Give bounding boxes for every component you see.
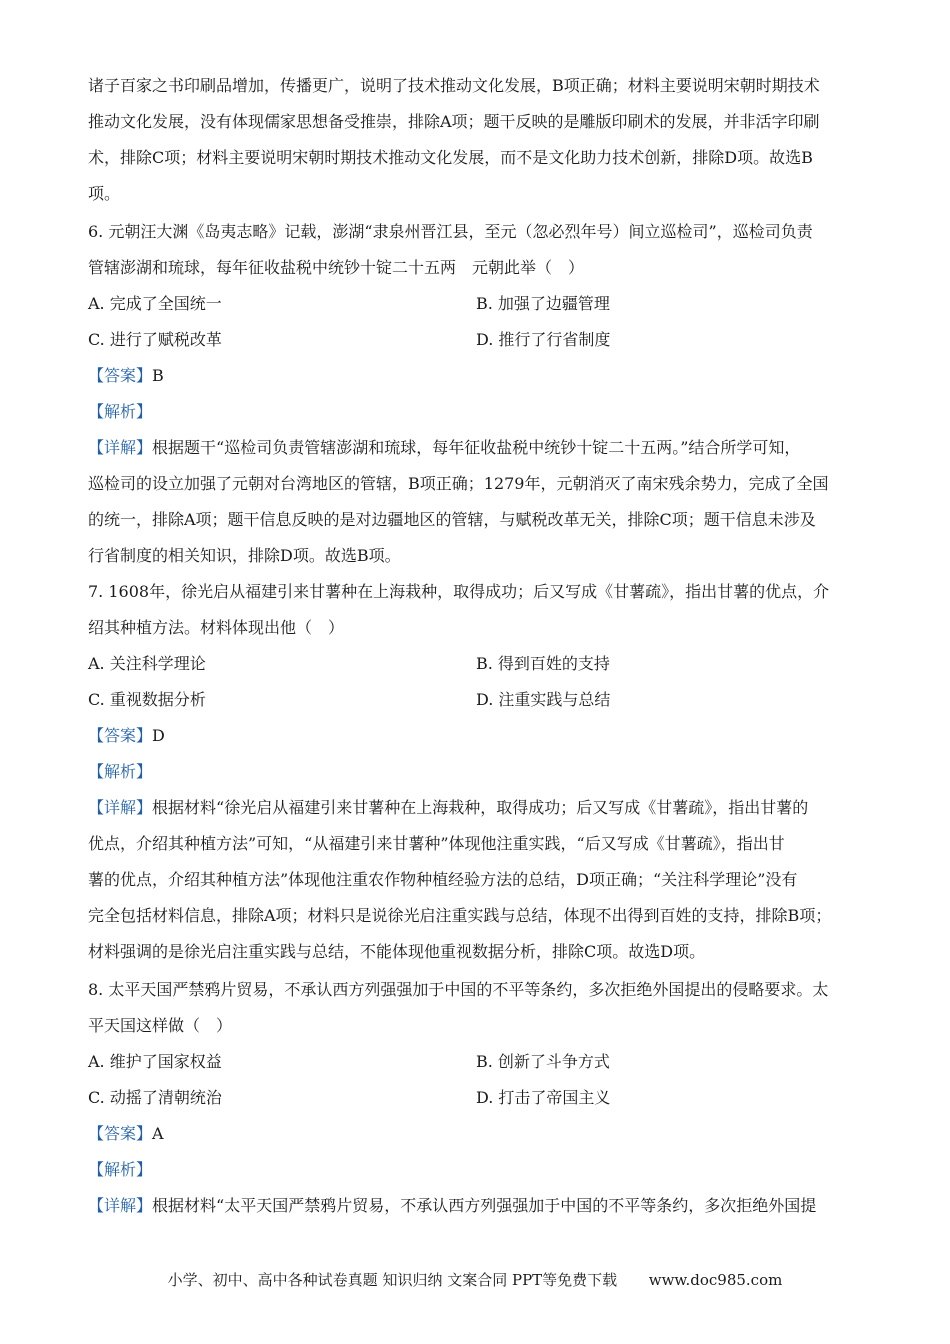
detail-tag: 【详解】 (88, 1196, 153, 1215)
detail-text: 根据材料“徐光启从福建引来甘薯种在上海栽种，取得成功；后又写成《甘薯疏》，指出甘薯的 (152, 798, 809, 817)
q5-explanation-line-2: 推动文化发展，没有体现儒家思想备受推崇，排除A项；题干反映的是雕版印刷术的发展，并非活字印刷 (88, 112, 820, 131)
q7-detail-line-5: 材料强调的是徐光启注重实践与总结，不能体现他重视数据分析，排除C项。故选D项。 (88, 942, 706, 961)
q6-stem-line-1: 6. 元朝汪大渊《岛夷志略》记载，澎湖“隶泉州晋江县，至元（忽必烈年号）间立巡检司”，巡检司负责 (88, 222, 813, 241)
detail-text: 根据材料“太平天国严禁鸦片贸易，不承认西方列强强加于中国的不平等条约，多次拒绝外国提 (152, 1196, 817, 1215)
q8-option-a: A. 维护了国家权益 (88, 1052, 222, 1071)
q5-explanation-line-4: 项。 (88, 184, 121, 203)
q6-detail-line-2: 巡检司的设立加强了元朝对台湾地区的管辖，B项正确；1279年，元朝消灭了南宋残余势力，完成了全国 (88, 474, 829, 493)
answer-value: B (152, 366, 164, 385)
q6-detail-line-3: 的统一，排除A项；题干信息反映的是对边疆地区的管辖，与赋税改革无关，排除C项；题干信息未涉及 (88, 510, 816, 529)
q7-detail-line-1 (88, 798, 878, 818)
q8-option-d: D. 打击了帝国主义 (476, 1088, 611, 1107)
answer-tag: 【答案】 (88, 1124, 153, 1143)
q6-detail-line-1 (88, 438, 878, 458)
q7-answer (88, 726, 878, 746)
page-footer (0, 1270, 950, 1290)
q7-stem-line-2: 绍其种植方法。材料体现出他（ ） (88, 618, 345, 637)
q7-option-a: A. 关注科学理论 (88, 654, 206, 673)
q8-option-b: B. 创新了斗争方式 (476, 1052, 610, 1071)
q6-option-d: D. 推行了行省制度 (476, 330, 611, 349)
q8-detail-line-1 (88, 1196, 878, 1216)
answer-value: A (152, 1124, 164, 1143)
q7-stem-line-1: 7. 1608年，徐光启从福建引来甘薯种在上海栽种，取得成功；后又写成《甘薯疏》，指出甘薯的优点，介 (88, 582, 830, 601)
q7-detail-line-4: 完全包括材料信息，排除A项；材料只是说徐光启注重实践与总结，体现不出得到百姓的支持，排除B项； (88, 906, 832, 925)
q6-option-a: A. 完成了全国统一 (88, 294, 222, 313)
q8-answer (88, 1124, 878, 1144)
q8-analysis-tag: 【解析】 (88, 1160, 153, 1179)
footer-link[interactable]: www.doc985.com (648, 1271, 783, 1289)
q7-option-d: D. 注重实践与总结 (476, 690, 611, 709)
detail-tag: 【详解】 (88, 798, 153, 817)
q5-explanation-line-1: 诸子百家之书印刷品增加，传播更广，说明了技术推动文化发展，B项正确；材料主要说明宋朝时期技术 (88, 76, 820, 95)
q6-answer (88, 366, 878, 386)
footer-text: 小学、初中、高中各种试卷真题 知识归纳 文案合同 PPT等免费下载 (167, 1271, 618, 1289)
answer-tag: 【答案】 (88, 726, 153, 745)
detail-text: 根据题干“巡检司负责管辖澎湖和琉球，每年征收盐税中统钞十锭二十五两。”结合所学可知， (152, 438, 801, 457)
q8-stem-line-2: 平天国这样做（ ） (88, 1016, 233, 1035)
answer-value: D (152, 726, 165, 745)
q8-stem-line-1: 8. 太平天国严禁鸦片贸易，不承认西方列强强加于中国的不平等条约，多次拒绝外国提出的侵略要求。太 (88, 980, 829, 999)
q6-stem-line-2: 管辖澎湖和琉球，每年征收盐税中统钞十锭二十五两 元朝此举（ ） (88, 258, 585, 277)
q6-analysis-tag: 【解析】 (88, 402, 153, 421)
answer-tag: 【答案】 (88, 366, 153, 385)
q5-explanation-line-3: 术，排除C项；材料主要说明宋朝时期技术推动文化发展，而不是文化助力技术创新，排除D项。故选B (88, 148, 813, 167)
q7-option-c: C. 重视数据分析 (88, 690, 206, 709)
q7-analysis-tag: 【解析】 (88, 762, 153, 781)
q7-detail-line-2: 优点，介绍其种植方法”可知，“从福建引来甘薯种”体现他注重实践，“后又写成《甘薯疏》，指出甘 (88, 834, 785, 853)
q7-option-b: B. 得到百姓的支持 (476, 654, 610, 673)
q8-option-c: C. 动摇了清朝统治 (88, 1088, 222, 1107)
q7-detail-line-3: 薯的优点，介绍其种植方法”体现他注重农作物种植经验方法的总结，D项正确；“关注科学理论”没有 (88, 870, 798, 889)
q6-detail-line-4: 行省制度的相关知识，排除D项。故选B项。 (88, 546, 401, 565)
q6-option-c: C. 进行了赋税改革 (88, 330, 222, 349)
detail-tag: 【详解】 (88, 438, 153, 457)
q6-option-b: B. 加强了边疆管理 (476, 294, 610, 313)
